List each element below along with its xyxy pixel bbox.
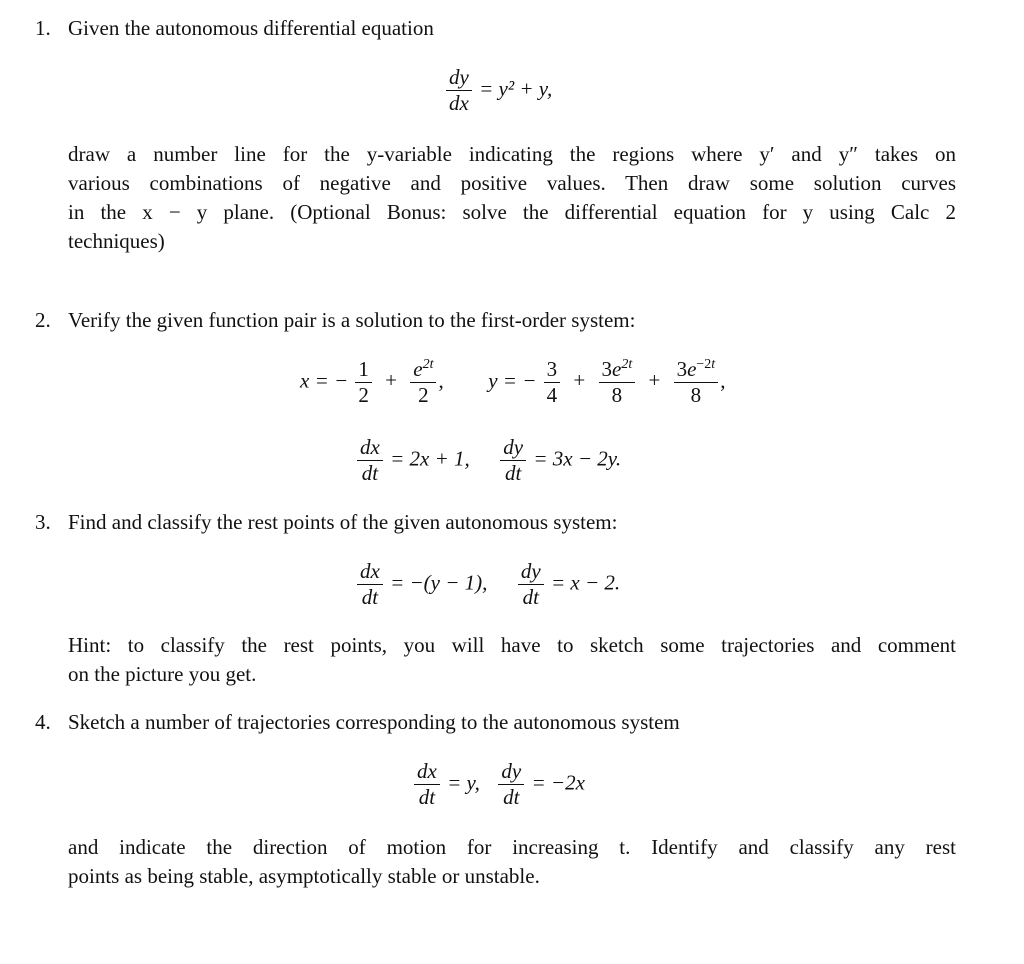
equation-rhs: = −2x	[531, 770, 585, 795]
fraction-denominator: dt	[504, 461, 522, 486]
problem-prompt: Verify the given function pair is a solution to the first-order system:	[68, 308, 636, 332]
fraction-numerator: dy	[498, 760, 524, 785]
system-equations	[355, 436, 621, 485]
x-lhs: x = −	[300, 368, 349, 393]
fraction-denominator: dt	[522, 585, 539, 610]
fraction-denominator: 2	[358, 383, 369, 408]
exponent: 2t	[422, 357, 434, 372]
fraction-denominator: dt	[361, 585, 379, 610]
numerator-e: e	[413, 357, 423, 381]
hint-line: on the picture you get.	[68, 662, 257, 686]
fraction-numerator: $3e^{-2t}$	[674, 358, 719, 383]
fraction-numerator: 3	[544, 358, 561, 383]
system-equations	[412, 760, 585, 809]
problem-number: 1.	[35, 16, 51, 40]
body-line: in the x − y plane. (Optional Bonus: solve the differential equation for y using Calc 2	[68, 200, 956, 224]
equation-rhs: = 2x + 1,	[390, 446, 470, 471]
equation-rhs: = y,	[447, 770, 480, 795]
equation-1	[444, 66, 552, 115]
fraction-numerator: dx	[357, 436, 383, 461]
fraction-denominator: 8	[690, 383, 702, 408]
equation-rhs: = −(y − 1),	[390, 570, 488, 595]
fraction-denominator: dx	[449, 91, 469, 116]
equation-rhs: = 3x − 2y.	[533, 446, 622, 471]
problem-number: 3.	[35, 510, 51, 534]
body-line: and indicate the direction of motion for increasing t. Identify and classify any rest	[68, 835, 956, 859]
problem-number: 4.	[35, 710, 51, 734]
fraction-denominator: 4	[546, 383, 558, 408]
solution-pair: x = − $\frac{1}{2}$ + $\frac{e^{2t}}{2}$ , y = − $\frac{3}{4}$ + $\frac{3e^{2t}}{8}$ + $\frac{3e^{-2t}}{8}$ ,	[300, 357, 726, 408]
system-equations	[355, 560, 620, 609]
problem-prompt: Find and classify the rest points of the given autonomous system:	[68, 510, 618, 534]
body-line: draw a number line for the y-variable indicating the regions where y′ and y″ takes on	[68, 142, 956, 166]
fraction-denominator: dt	[361, 461, 379, 486]
problem-prompt: Given the autonomous differential equation	[68, 16, 434, 40]
fraction-numerator: $3e^{2t}$	[599, 358, 636, 383]
hint-line: Hint: to classify the rest points, you will have to sketch some trajectories and comment	[68, 633, 956, 657]
fraction-numerator: dx	[414, 760, 440, 785]
problem-number: 2.	[35, 308, 51, 332]
fraction-numerator: 1	[355, 358, 372, 383]
fraction-numerator: dy	[518, 560, 544, 585]
fraction-denominator: 2	[418, 383, 429, 408]
problem-prompt: Sketch a number of trajectories corresponding to the autonomous system	[68, 710, 680, 734]
fraction-numerator: dy	[446, 66, 472, 91]
fraction-numerator: dy	[500, 436, 526, 461]
equation-rhs: = y² + y,	[479, 76, 553, 101]
y-lhs: y = −	[488, 368, 537, 393]
fraction-denominator: dt	[503, 785, 520, 810]
fraction-numerator: dx	[357, 560, 383, 585]
equation-rhs: = x − 2.	[550, 570, 621, 595]
body-line: various combinations of negative and positive values. Then draw some solution curves	[68, 171, 956, 195]
fraction-denominator: dt	[418, 785, 436, 810]
body-line: points as being stable, asymptotically stable or unstable.	[68, 864, 540, 888]
body-line: techniques)	[68, 229, 165, 253]
fraction-denominator: 8	[611, 383, 623, 408]
fraction-numerator	[410, 358, 436, 383]
